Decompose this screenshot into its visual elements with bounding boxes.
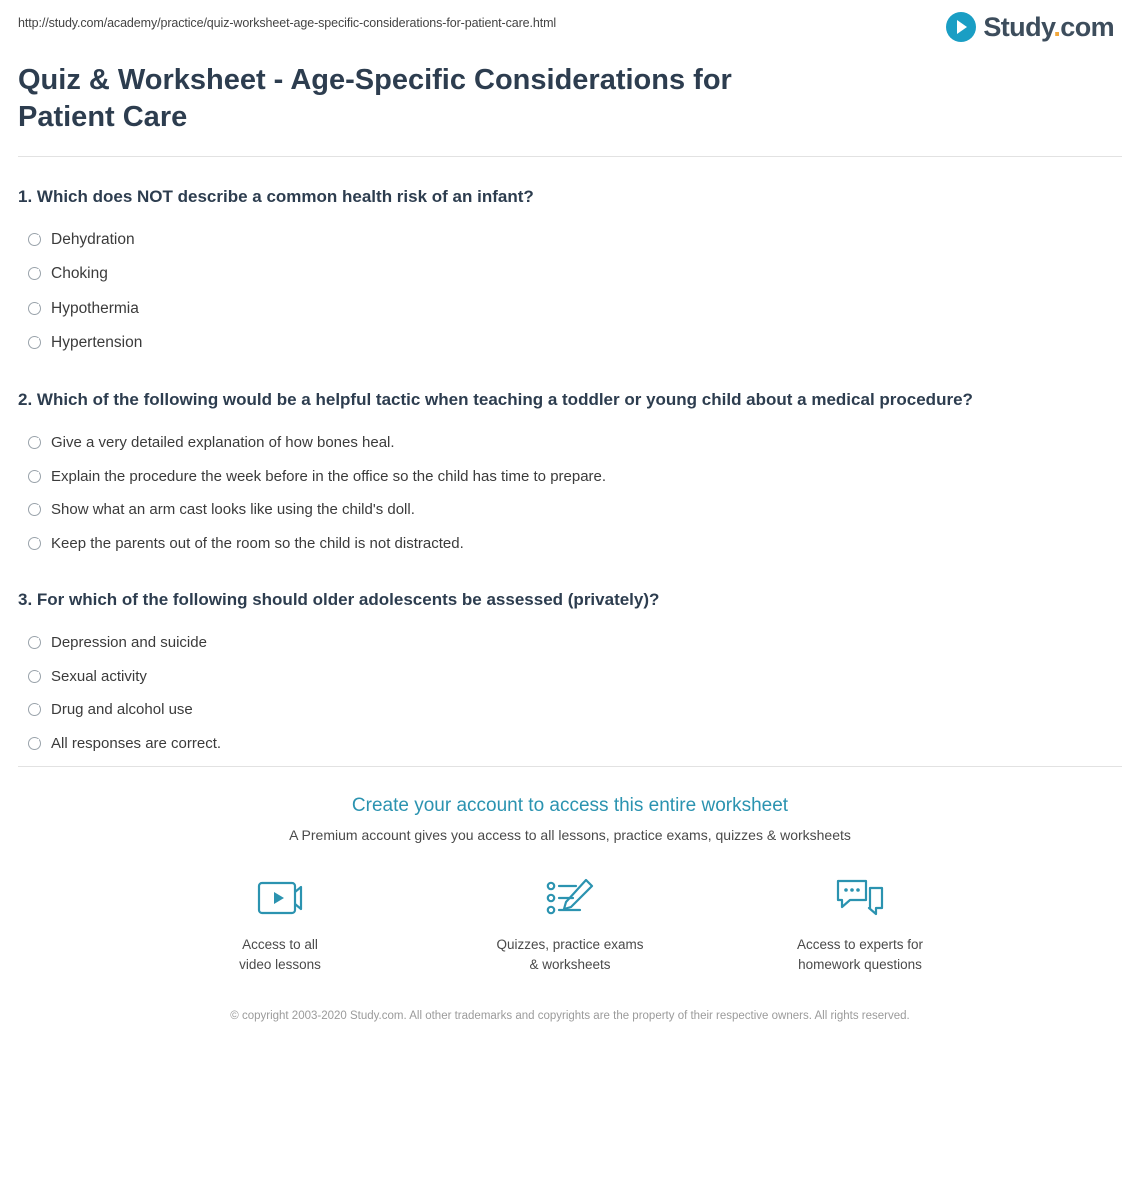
answer-choice[interactable] [18, 460, 1122, 494]
answer-choice[interactable] [18, 493, 1122, 527]
answer-choice-label: Hypothermia [51, 299, 139, 317]
answer-choice-label: Hypertension [51, 333, 143, 351]
radio-icon[interactable] [28, 436, 41, 449]
feature-item [770, 875, 950, 974]
feature-line-2: homework questions [798, 956, 922, 972]
feature-text [239, 935, 321, 974]
feature-line-1: Access to experts for [796, 937, 924, 953]
radio-icon[interactable] [28, 737, 41, 750]
logo-text [983, 11, 1114, 42]
logo-name: Study [983, 11, 1054, 42]
logo-suffix: com [1060, 11, 1114, 42]
radio-icon[interactable] [28, 302, 41, 315]
logo-dot: . [1053, 11, 1061, 42]
answer-choice[interactable] [18, 326, 1122, 360]
radio-icon[interactable] [28, 670, 41, 683]
study-com-logo [946, 12, 1122, 42]
answer-choice-label: Dehydration [51, 231, 135, 249]
page-url: http://study.com/academy/practice/quiz-worksheet-age-specific-considerations-for-patient-care.html [18, 16, 557, 30]
answer-choice-label: Show what an arm cast looks like using the child's doll. [51, 501, 415, 519]
chat-bubbles-icon [836, 875, 884, 923]
answer-choice[interactable] [18, 426, 1122, 460]
question-block [18, 163, 1122, 366]
radio-icon[interactable] [28, 537, 41, 550]
radio-icon[interactable] [28, 267, 41, 280]
answer-choice[interactable] [18, 727, 1122, 761]
answer-choice-label: Explain the procedure the week before in the office so the child has time to prepare. [51, 467, 607, 485]
answer-choice[interactable] [18, 292, 1122, 326]
feature-line-1: Quizzes, practice exams [496, 937, 644, 953]
promo-section [18, 767, 1122, 1045]
answer-choice[interactable] [18, 693, 1122, 727]
promo-heading[interactable]: Create your account to access this entire worksheet [351, 795, 789, 817]
video-play-icon [257, 875, 303, 923]
feature-line-1: Access to all [242, 937, 318, 953]
question-block [18, 566, 1122, 766]
question-block [18, 366, 1122, 566]
answer-choice-label: Keep the parents out of the room so the child is not distracted. [51, 534, 464, 552]
answer-choice-label: Depression and suicide [51, 634, 207, 652]
page-title: Quiz & Worksheet - Age-Specific Considerations for Patient Care [18, 64, 732, 134]
feature-line-2: & worksheets [529, 956, 611, 972]
page-header [18, 0, 1122, 48]
answer-choice[interactable] [18, 660, 1122, 694]
radio-icon[interactable] [28, 503, 41, 516]
feature-item [190, 875, 370, 974]
radio-icon[interactable] [28, 470, 41, 483]
feature-text [797, 935, 923, 974]
copyright-text: © copyright 2003-2020 Study.com. All other trademarks and copyrights are the property of their respective owners. All rights reserved. [230, 1010, 910, 1023]
answer-choice[interactable] [18, 527, 1122, 561]
answer-choice[interactable] [18, 223, 1122, 257]
question-text: 1. Which does NOT describe a common health risk of an infant? [18, 187, 534, 207]
answer-choice-label: Sexual activity [51, 667, 147, 685]
answer-choice[interactable] [18, 626, 1122, 660]
promo-subheading: A Premium account gives you access to all lessons, practice exams, quizzes & worksheets [289, 827, 851, 844]
radio-icon[interactable] [28, 233, 41, 246]
answer-choice-label: Choking [51, 265, 108, 283]
answer-choice-label: Drug and alcohol use [51, 701, 193, 719]
radio-icon[interactable] [28, 336, 41, 349]
question-text: 3. For which of the following should older adolescents be assessed (privately)? [18, 590, 660, 610]
radio-icon[interactable] [28, 703, 41, 716]
feature-text [496, 935, 643, 974]
radio-icon[interactable] [28, 636, 41, 649]
play-circle-icon [946, 12, 976, 42]
feature-line-2: video lessons [239, 956, 321, 972]
answer-choice[interactable] [18, 257, 1122, 291]
question-text: 2. Which of the following would be a helpful tactic when teaching a toddler or young child about a medical procedure? [18, 389, 973, 409]
feature-item [480, 875, 660, 974]
quiz-pencil-icon [546, 875, 594, 923]
promo-features [18, 869, 1122, 986]
questions-list [18, 157, 1122, 766]
answer-choice-label: All responses are correct. [51, 734, 222, 752]
answer-choice-label: Give a very detailed explanation of how bones heal. [51, 434, 395, 452]
